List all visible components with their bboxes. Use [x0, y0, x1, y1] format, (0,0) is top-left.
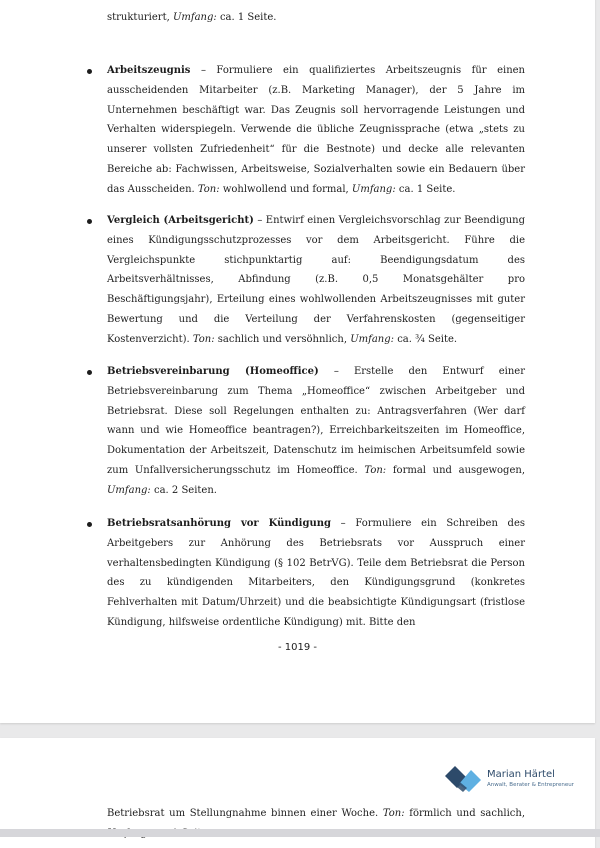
bullet-icon	[87, 69, 92, 74]
list-item-arbeitszeugnis: Arbeitszeugnis – Formuliere ein qualifiziertes Arbeitszeugnis für einen ausscheidenden Mitarbeiter (z.B. Marketing Manager), der 5 Jahre im Unternehmen beschäftigt war. Das Zeugnis soll hervorragende Leistungen und Verhalten widerspiegeln. Verwende die übliche Zeugnissprache (etwa „stets zu unserer vollsten Zufriedenheit“ für die Bestnote) und decke alle relevanten Bereiche ab: Fachwissen, Arbeitsweise, Sozialverhalten sowie ein Bedauern über das Ausscheiden. Ton: wohlwollend und formal, Umfang: ca. 1 Seite.	[107, 65, 525, 195]
logo-subtitle: Anwalt, Berater & Entrepreneur	[487, 782, 574, 788]
bullet-icon	[87, 219, 92, 224]
logo-name: Marian Härtel	[487, 769, 555, 780]
bullet-icon	[87, 370, 92, 375]
handshake-logo-icon	[443, 762, 483, 796]
page-top-fragment: strukturiert, Umfang: ca. 1 Seite.	[107, 12, 277, 23]
list-item-betriebsvereinbarung: Betriebsvereinbarung (Homeoffice) – Erstelle den Entwurf einer Betriebsvereinbarung zum Thema „Homeoffice“ zwischen Arbeitgeber und Betriebsrat. Diese soll Regelungen enthalten zu: Antragsverfahren (Wer darf wann und wie Homeoffice beantragen?), Erreichbarkeitszeiten im Homeoffice, Dokumentation der Arbeitszeit, Datenschutz im heimischen Arbeitsumfeld sowie zum Unfallversicherungsschutz im Homeoffice. Ton: formal und ausgewogen, Umfang: ca. 2 Seiten.	[107, 366, 526, 496]
bullet-icon	[87, 522, 92, 527]
list-item-betriebsratsanhoerung: Betriebsratsanhörung vor Kündigung – Formuliere ein Schreiben des Arbeitgebers zur Anhörung des Betriebsrats vor Ausspruch einer verhaltensbedingten Kündigung (§ 102 BetrVG). Teile dem Betriebsrat die Person des zu kündigenden Mitarbeiters, den Kündigungsgrund (konkretes Fehlverhalten mit Datum/Uhrzeit) und die beabsichtigte Kündigungsart (fristlose Kündigung, hilfsweise ordentliche Kündigung) mit. Bitte den	[107, 518, 525, 628]
taskbar-strip	[0, 829, 600, 837]
brand-logo	[443, 762, 574, 796]
page-number: - 1019 -	[277, 642, 318, 653]
continuation-text: Betriebsrat um Stellungnahme binnen einer Woche. Ton: förmlich und sachlich,	[107, 808, 525, 819]
list-item-vergleich: Vergleich (Arbeitsgericht) – Entwirf einen Vergleichsvorschlag zur Beendigung eines Kündigungsschutzprozesses vor dem Arbeitsgericht. Führe die Vergleichspunkte stichpunktartig auf: Beendigungsdatum des Arbeitsverhältnisses, Abfindung (z.B. 0,5 Monatsgehälter pro Beschäftigungsjahr), Erteilung eines wohlwollenden Arbeitszeugnisses mit guter Bewertung und die Verteilung der Verfahrenskosten (gegenseitiger Kostenverzicht). Ton: sachlich und versöhnlich, Umfang: ca. ¾ Seite.	[107, 215, 525, 345]
